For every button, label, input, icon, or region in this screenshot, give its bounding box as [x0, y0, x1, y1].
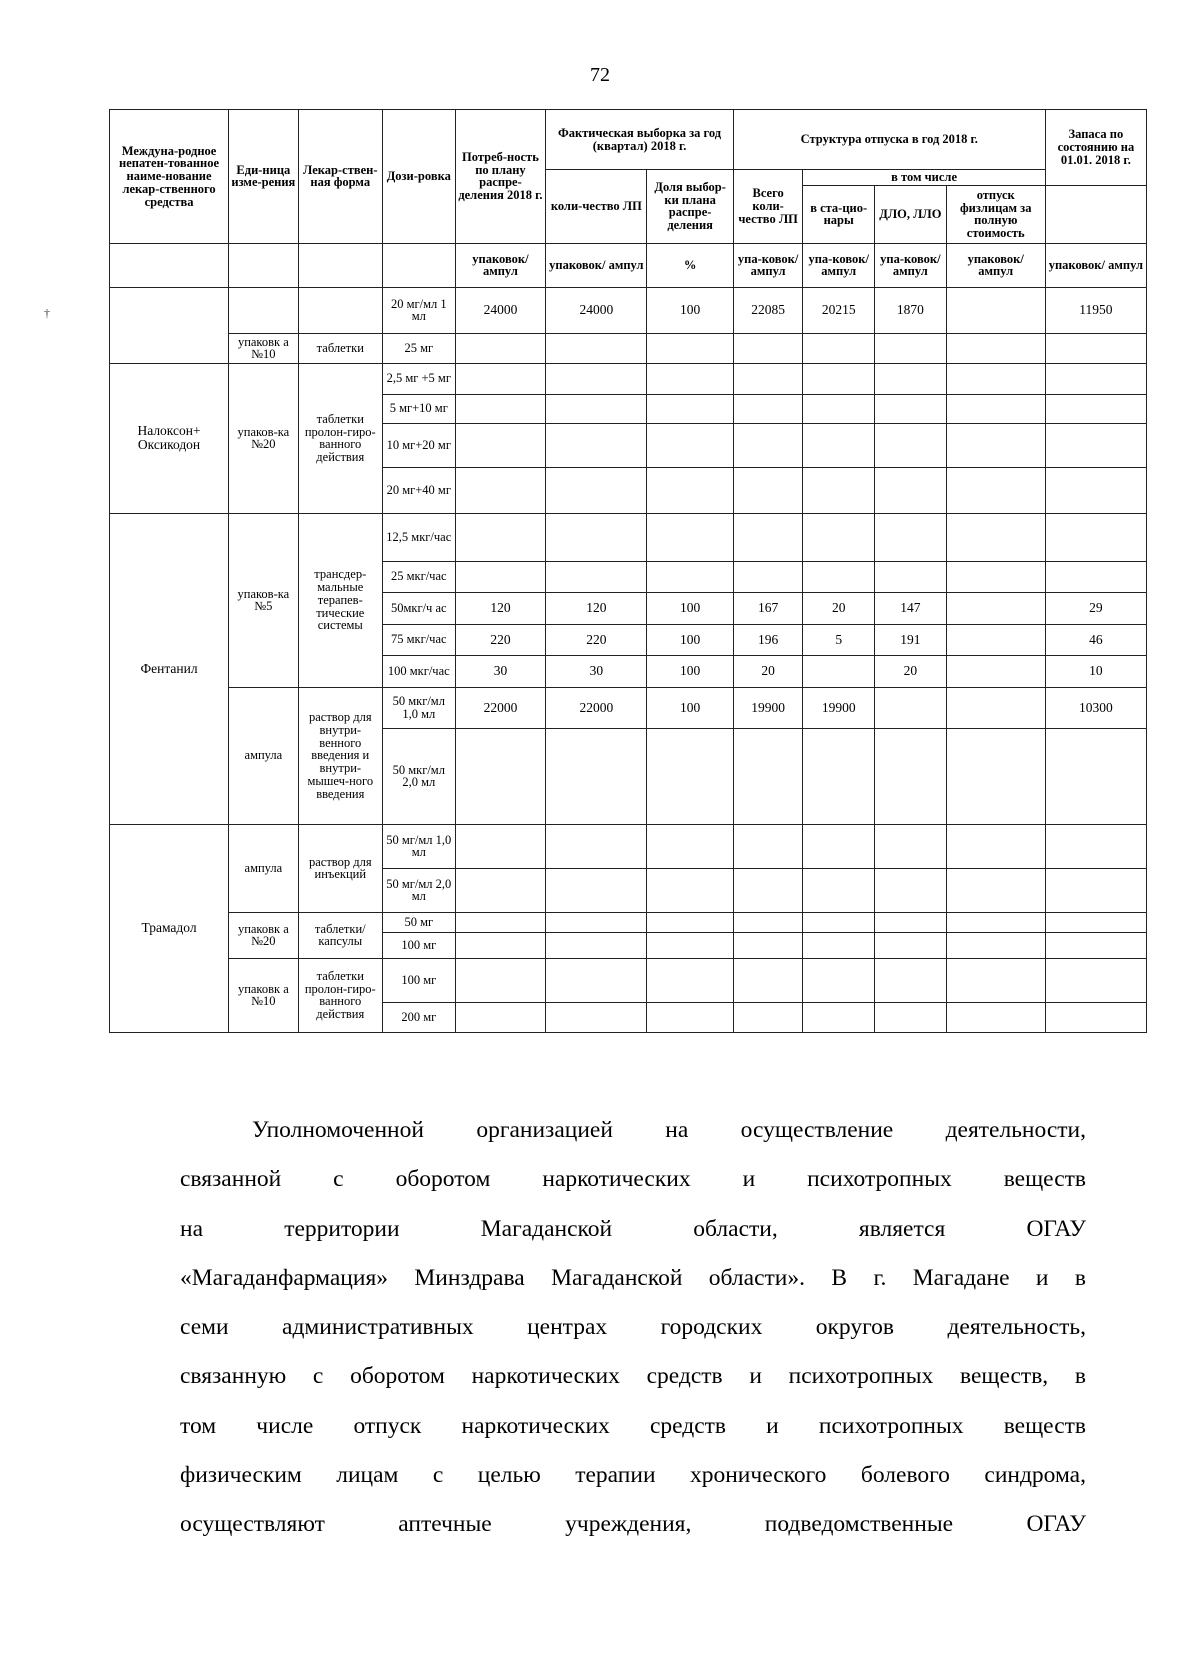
table-cell	[298, 287, 382, 333]
need-cell: 220	[455, 624, 546, 655]
share-cell: 100	[647, 655, 733, 687]
share-cell: 100	[647, 624, 733, 655]
dlo-cell: 147	[875, 592, 947, 624]
table-row	[110, 824, 1147, 868]
stock-cell: 10300	[1045, 687, 1146, 728]
drug-name-naloxone: Налоксон+ Оксикодон	[110, 363, 229, 513]
dosage-cell: 10 мг+20 мг	[382, 423, 455, 467]
dosage-cell: 100 мкг/час	[382, 655, 455, 687]
full-cost-cell	[946, 687, 1045, 728]
unit-need: упаковок/ ампул	[455, 243, 546, 287]
header-unit: Еди-ница изме-рения	[229, 110, 299, 244]
header-actual-qty: коли-чество ЛП	[546, 170, 647, 244]
unit-total: упа-ковок/ ампул	[733, 243, 803, 287]
unit-stock: упаковок/ ампул	[1045, 243, 1146, 287]
margin-mark: †	[44, 306, 50, 320]
dosage-cell: 50мкг/ч ас	[382, 592, 455, 624]
actual-cell: 24000	[546, 287, 647, 333]
unit-full-cost: упаковок/ ампул	[946, 243, 1045, 287]
form-cell: раствор для внутри-венного введения и внутри-мышеч-ного введения	[298, 687, 382, 824]
dosage-cell: 200 мг	[382, 1002, 455, 1032]
need-cell: 120	[455, 592, 546, 624]
unit-cell: упаков-ка №20	[229, 363, 299, 513]
text-line: Уполномоченной организацией на осуществление деятельности,	[252, 1117, 1086, 1143]
dlo-cell	[875, 687, 947, 728]
unit-cell: ампула	[229, 824, 299, 912]
total-cell: 167	[733, 592, 803, 624]
unit-cell: упаковк а №20	[229, 912, 299, 958]
text-line: «Магаданфармация» Минздрава Магаданской области». В г. Магадане и в	[180, 1264, 1086, 1291]
total-cell: 19900	[733, 687, 803, 728]
total-cell: 22085	[733, 287, 803, 333]
page-number: 72	[590, 64, 610, 86]
dosage-cell: 50 мг	[382, 912, 455, 932]
hospitals-cell: 20215	[803, 287, 875, 333]
text-line: на территории Магаданской области, является ОГАУ	[180, 1215, 1086, 1242]
table-row	[110, 333, 1147, 363]
dosage-cell: 50 мг/мл 2,0 мл	[382, 868, 455, 912]
header-hospitals: в ста-цио-нары	[803, 185, 875, 243]
text-line: физическим лицам с целью терапии хронического болевого синдрома,	[180, 1462, 1086, 1489]
body-paragraph	[180, 1106, 1086, 1550]
full-cost-cell	[946, 655, 1045, 687]
form-cell: таблетки пролон-гиро-ванного действия	[298, 363, 382, 513]
full-cost-cell	[946, 592, 1045, 624]
header-blank	[110, 243, 229, 287]
dlo-cell: 20	[875, 655, 947, 687]
unit-actual: упаковок/ ампул	[546, 243, 647, 287]
actual-cell: 120	[546, 592, 647, 624]
header-form: Лекар-ствен-ная форма	[298, 110, 382, 244]
full-cost-cell	[946, 624, 1045, 655]
form-cell: раствор для инъекций	[298, 824, 382, 912]
text-line: семи административных центрах городских округов деятельность,	[180, 1314, 1086, 1341]
stock-cell: 46	[1045, 624, 1146, 655]
unit-share: %	[647, 243, 733, 287]
hospitals-cell: 5	[803, 624, 875, 655]
need-cell: 30	[455, 655, 546, 687]
dosage-cell: 50 мкг/мл 1,0 мл	[382, 687, 455, 728]
unit-cell: упаков-ка №5	[229, 513, 299, 687]
text-line: том числе отпуск наркотических средств и психотропных веществ	[180, 1412, 1086, 1439]
header-actual: Фактическая выборка за год (квартал) 2018 г.	[546, 110, 734, 170]
share-cell: 100	[647, 592, 733, 624]
header-actual-share: Доля выбор-ки плана распре-деления	[647, 170, 733, 244]
form-cell: трансдер-мальные терапев-тические системы	[298, 513, 382, 687]
full-cost-cell	[946, 287, 1045, 333]
header-stock-blank	[1045, 185, 1146, 243]
table-row	[110, 958, 1147, 1002]
unit-dlo: упа-ковок/ ампул	[875, 243, 947, 287]
table-cell	[110, 287, 229, 363]
dosage-cell: 50 мг/мл 1,0 мл	[382, 824, 455, 868]
header-stock: Запаса по состоянию на 01.01. 2018 г.	[1045, 110, 1146, 186]
table-cell	[229, 287, 299, 333]
text-line: осуществляют аптечные учреждения, подведомственные ОГАУ	[180, 1511, 1086, 1538]
dosage-cell: 12,5 мкг/час	[382, 513, 455, 561]
form-cell: таблетки/ капсулы	[298, 912, 382, 958]
header-need: Потреб-ность по плану распре-деления 2018 г.	[455, 110, 546, 244]
total-cell: 196	[733, 624, 803, 655]
unit-cell: ампула	[229, 687, 299, 824]
dosage-cell: 100 мг	[382, 932, 455, 958]
table-row	[110, 363, 1147, 394]
header-blank	[298, 243, 382, 287]
header-total: Всего коли-чество ЛП	[733, 170, 803, 244]
actual-cell: 220	[546, 624, 647, 655]
header-dosage: Дози-ровка	[382, 110, 455, 244]
share-cell: 100	[647, 687, 733, 728]
header-inn: Междуна-родное непатен-тованное наиме-нование лекар-ственного средства	[110, 110, 229, 244]
table-row	[110, 513, 1147, 561]
dosage-cell: 25 мг	[382, 333, 455, 363]
hospitals-cell: 20	[803, 592, 875, 624]
actual-cell: 22000	[546, 687, 647, 728]
dosage-cell: 75 мкг/час	[382, 624, 455, 655]
form-cell: таблетки	[298, 333, 382, 363]
dosage-cell: 50 мкг/мл 2,0 мл	[382, 728, 455, 824]
dosage-cell: 20 мг+40 мг	[382, 467, 455, 513]
form-cell: таблетки пролон-гиро-ванного действия	[298, 958, 382, 1032]
dosage-cell: 100 мг	[382, 958, 455, 1002]
unit-cell: упаковк а №10	[229, 333, 299, 363]
header-dlo: ДЛО, ЛЛО	[875, 185, 947, 243]
header-blank	[382, 243, 455, 287]
header-full-cost: отпуск физлицам за полную стоимость	[946, 185, 1045, 243]
drug-name-tramadol: Трамадол	[110, 824, 229, 1032]
header-blank	[229, 243, 299, 287]
need-cell: 22000	[455, 687, 546, 728]
dosage-cell: 25 мкг/час	[382, 561, 455, 592]
stock-cell: 10	[1045, 655, 1146, 687]
header-including: в том числе	[803, 170, 1045, 186]
unit-hospitals: упа-ковок/ ампул	[803, 243, 875, 287]
stock-cell: 11950	[1045, 287, 1146, 333]
dosage-cell: 20 мг/мл 1 мл	[382, 287, 455, 333]
drug-supply-table	[109, 109, 1147, 1033]
dlo-cell: 191	[875, 624, 947, 655]
table-row	[110, 912, 1147, 932]
dosage-cell: 2,5 мг +5 мг	[382, 363, 455, 394]
header-structure: Структура отпуска в год 2018 г.	[733, 110, 1045, 170]
unit-cell: упаковк а №10	[229, 958, 299, 1032]
actual-cell: 30	[546, 655, 647, 687]
dlo-cell: 1870	[875, 287, 947, 333]
drug-name-fentanyl: Фентанил	[110, 513, 229, 824]
hospitals-cell: 19900	[803, 687, 875, 728]
text-line: связанной с оборотом наркотических и психотропных веществ	[180, 1166, 1086, 1193]
need-cell: 24000	[455, 287, 546, 333]
table-row	[110, 287, 1147, 333]
table-row	[110, 687, 1147, 728]
share-cell: 100	[647, 287, 733, 333]
total-cell: 20	[733, 655, 803, 687]
stock-cell: 29	[1045, 592, 1146, 624]
dosage-cell: 5 мг+10 мг	[382, 394, 455, 423]
text-line: связанную с оборотом наркотических средств и психотропных веществ, в	[180, 1363, 1086, 1390]
hospitals-cell	[803, 655, 875, 687]
